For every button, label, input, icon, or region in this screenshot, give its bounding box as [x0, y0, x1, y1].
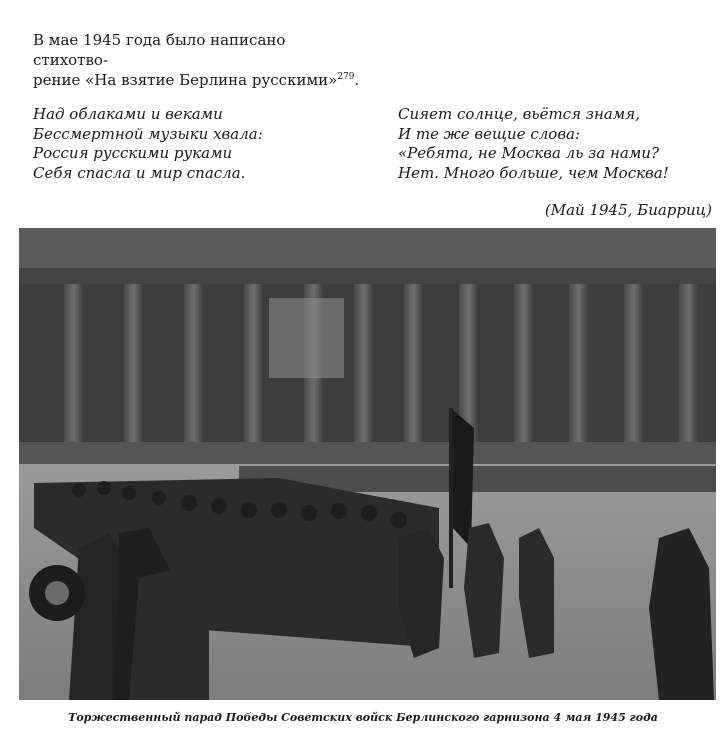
- poem-line: Себя спасла и мир спасла.: [33, 163, 246, 182]
- poem-line: Россия русскими руками: [33, 144, 233, 162]
- parade-photo: [19, 228, 716, 700]
- poem-line: Сияет солнце, вьётся знамя,: [398, 105, 640, 123]
- poem-line: Бессмертной музыки хвала:: [33, 124, 263, 143]
- poem-line: «Ребята, не Москва ль за нами?: [398, 144, 659, 162]
- poem-line: Над облаками и веками: [33, 105, 223, 123]
- footnote-ref: 279: [337, 72, 355, 82]
- intro-end: .: [354, 71, 360, 89]
- poem-line: И те же вещие слова:: [398, 124, 581, 143]
- intro-paragraph: [33, 30, 363, 90]
- photo-caption: Торжественный парад Победы Советских войск Берлинского гарнизона 4 мая 1945 года: [68, 711, 658, 724]
- intro-line-1: В мае 1945 года было написано стихотво-: [33, 31, 286, 69]
- poem-line: Нет. Много больше, чем Москва!: [398, 163, 669, 182]
- poem-signature: (Май 1945, Биарриц): [544, 201, 712, 219]
- poem-stanza-right: [398, 105, 669, 183]
- poem-stanza-left: [33, 105, 263, 183]
- intro-line-2: рение «На взятие Берлина русскими»: [33, 71, 338, 89]
